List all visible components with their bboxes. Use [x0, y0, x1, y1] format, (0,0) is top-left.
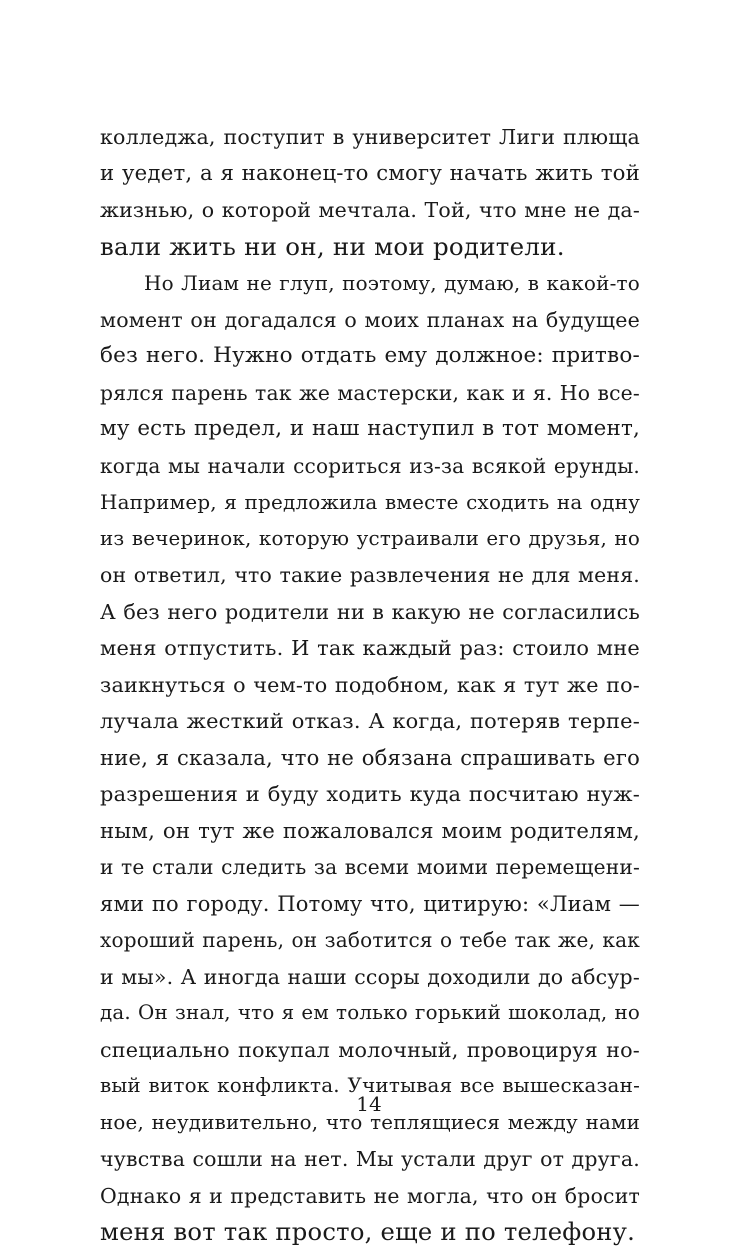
- text-line: Например, я предложила вместе сходить на одну: [100, 490, 640, 514]
- text-line: да. Он знал, что я ем только горький шоколад, но: [100, 1001, 640, 1024]
- paragraph-end-line: меня вот так просто, еще и по телефону.: [100, 1218, 636, 1246]
- text-line: ние, я сказала, что не обязана спрашивать его: [100, 744, 640, 770]
- text-line: без него. Нужно отдать ему должное: притво-: [100, 343, 640, 368]
- text-line: чувства сошли на нет. Мы устали друг от друга.: [100, 1147, 640, 1171]
- text-line: разрешения и буду ходить куда посчитаю нуж-: [100, 782, 640, 806]
- text-line: му есть предел, и наш наступил в тот момент,: [100, 416, 640, 441]
- paragraph-first-line: Но Лиам не глуп, поэтому, думаю, в какой-то: [144, 271, 640, 295]
- text-line: он ответил, что такие развлечения не для меня.: [100, 563, 640, 587]
- text-line: ным, он тут же пожаловался моим родителям,: [100, 817, 640, 843]
- text-line: жизнью, о которой мечтала. Той, что мне не да-: [100, 198, 640, 222]
- page-number: 14: [356, 1092, 382, 1116]
- text-line: когда мы начали ссориться из-за всякой ерунды.: [100, 453, 640, 478]
- text-line: и те стали следить за всеми моими перемещени-: [100, 855, 640, 879]
- text-line: момент он догадался о моих планах на будущее: [100, 307, 640, 332]
- text-line: из вечеринок, которую устраивали его друзья, но: [100, 526, 640, 550]
- text-line: меня отпустить. И так каждый раз: стоило мне: [100, 636, 640, 660]
- text-line: ями по городу. Потому что, цитирую: «Лиам —: [100, 891, 640, 916]
- text-line: Однако я и представить не могла, что он бросит: [100, 1183, 640, 1208]
- text-line: и мы». А иногда наши ссоры доходили до абсур-: [100, 964, 640, 989]
- text-line: А без него родители ни в какую не согласились: [100, 599, 640, 624]
- text-line: колледжа, поступит в университет Лиги плюща: [100, 125, 640, 149]
- paragraph-end-line: вали жить ни он, ни мои родители.: [100, 231, 565, 261]
- text-line: хороший парень, он заботится о тебе так же, как: [100, 928, 640, 952]
- text-line: вый виток конфликта. Учитывая все вышесказан-: [100, 1074, 640, 1097]
- text-line: и уедет, а я наконец-то смогу начать жить той: [100, 160, 640, 186]
- text-line: лучала жесткий отказ. А когда, потеряв терпе-: [100, 709, 640, 733]
- text-line: рялся парень так же мастерски, как и я. Но все-: [100, 380, 640, 405]
- text-line: заикнуться о чем-то подобном, как я тут же по-: [100, 672, 640, 697]
- body-text: [100, 119, 640, 1251]
- text-line: ное, неудивительно, что теплящиеся между нами: [100, 1110, 640, 1134]
- text-line: специально покупал молочный, провоцируя но-: [100, 1037, 640, 1062]
